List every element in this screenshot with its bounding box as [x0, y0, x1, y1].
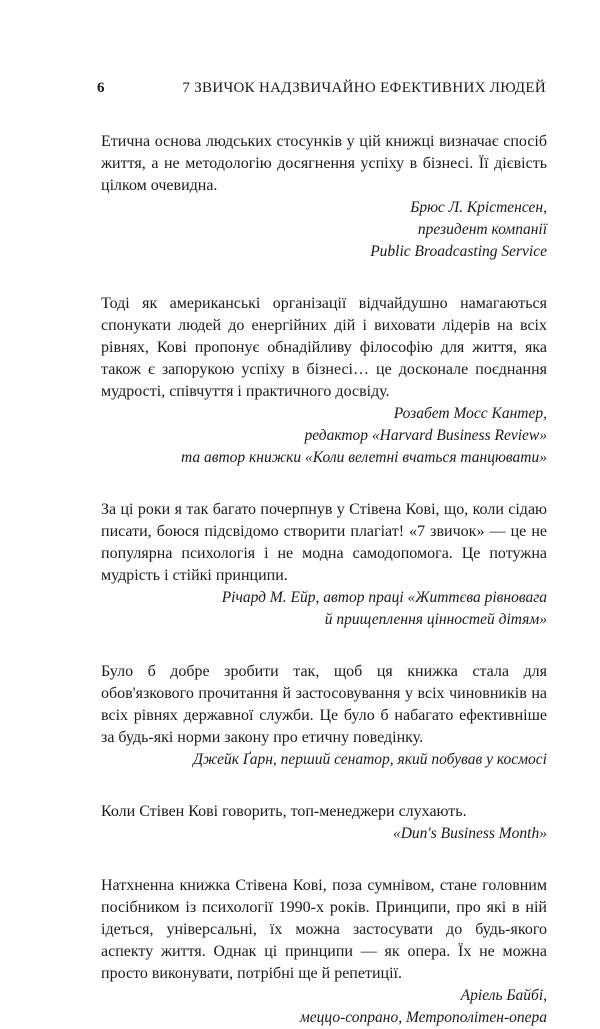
- quote-text: Тоді як американські організації відчайдушно намагаються спонукати людей до енергійних дій і виховати лідерів на всіх рівнях, Кові пропонує обнадійливу філософію для життя, яка також є запорукою успіху в бізнесі… це досконале поєднання мудрості, співчуття і практичного досвіду.: [101, 295, 547, 400]
- running-title: 7 ЗВИЧОК НАДЗВИЧАЙНО ЕФЕКТИВНИХ ЛЮДЕЙ: [182, 80, 546, 96]
- page-header: [97, 78, 546, 98]
- quote-text: За ці роки я так багато почерпнув у Стівена Кові, що, коли сідаю писати, боюся підсвідомо створити плагіат! «7 звичок» — це не популярна психологія і не модна самодопомога. Це потужна мудрість і стійкі принципи.: [101, 501, 547, 584]
- quote-text: Було б добре зробити так, щоб ця книжка стала для обов'язкового прочитання й застосовування у всіх чиновників на всіх рівнях державної служби. Це було б набагато ефективніше за будь-які норми закону про етичну поведінку.: [101, 663, 547, 746]
- attribution-line: «Dun's Business Month»: [392, 825, 547, 842]
- attribution-line: Аріель Байбі,: [460, 987, 547, 1004]
- endorsement-quote: [101, 661, 547, 771]
- endorsement-quote: [101, 875, 547, 1029]
- endorsement-quote: [101, 293, 547, 469]
- attribution-line: Річард М. Ейр, автор праці «Життєва рівновага: [221, 589, 547, 606]
- quote-text: Коли Стівен Кові говорить, топ-менеджери слухають.: [101, 803, 467, 820]
- attribution-line: редактор «Harvard Business Review»: [304, 427, 547, 444]
- endorsement-quote: [101, 499, 547, 631]
- attribution-line: Розабет Мосс Кантер,: [393, 405, 547, 422]
- endorsements: [101, 131, 547, 1029]
- endorsement-quote: [101, 801, 547, 845]
- attribution-line: президент компанії: [417, 221, 547, 238]
- attribution-line: меццо-сопрано, Метрополітен-опера: [299, 1009, 547, 1026]
- quote-attribution: [101, 823, 547, 845]
- quote-attribution: [101, 587, 547, 631]
- attribution-line: Брюс Л. Крістенсен,: [410, 199, 547, 216]
- quote-attribution: [101, 749, 547, 771]
- quote-text: Етична основа людських стосунків у цій книжці визначає спосіб життя, а не методологію досягнення успіху в бізнесі. Її дієвість цілком очевидна.: [101, 133, 547, 194]
- quote-attribution: [101, 403, 547, 469]
- quote-attribution: [101, 985, 547, 1029]
- attribution-line: Джейк Ґарн, перший сенатор, який побував у космосі: [193, 751, 547, 768]
- attribution-line: й прищеплення цінностей дітям»: [324, 611, 547, 628]
- endorsement-quote: [101, 131, 547, 263]
- attribution-line: Public Broadcasting Service: [370, 243, 547, 260]
- quote-text: Натхненна книжка Стівена Кові, поза сумнівом, стане головним посібником із психології 1990-х років. Принципи, про які в ній ідеться, універсальні, їх можна застосувати до будь-якого аспекту життя. Однак ці принципи — як опера. Їх не можна просто виконувати, потрібні ще й репетиції.: [101, 877, 547, 982]
- page-number: 6: [97, 80, 105, 96]
- attribution-line: та автор книжки «Коли велетні вчаться танцювати»: [181, 449, 547, 466]
- quote-attribution: [101, 197, 547, 263]
